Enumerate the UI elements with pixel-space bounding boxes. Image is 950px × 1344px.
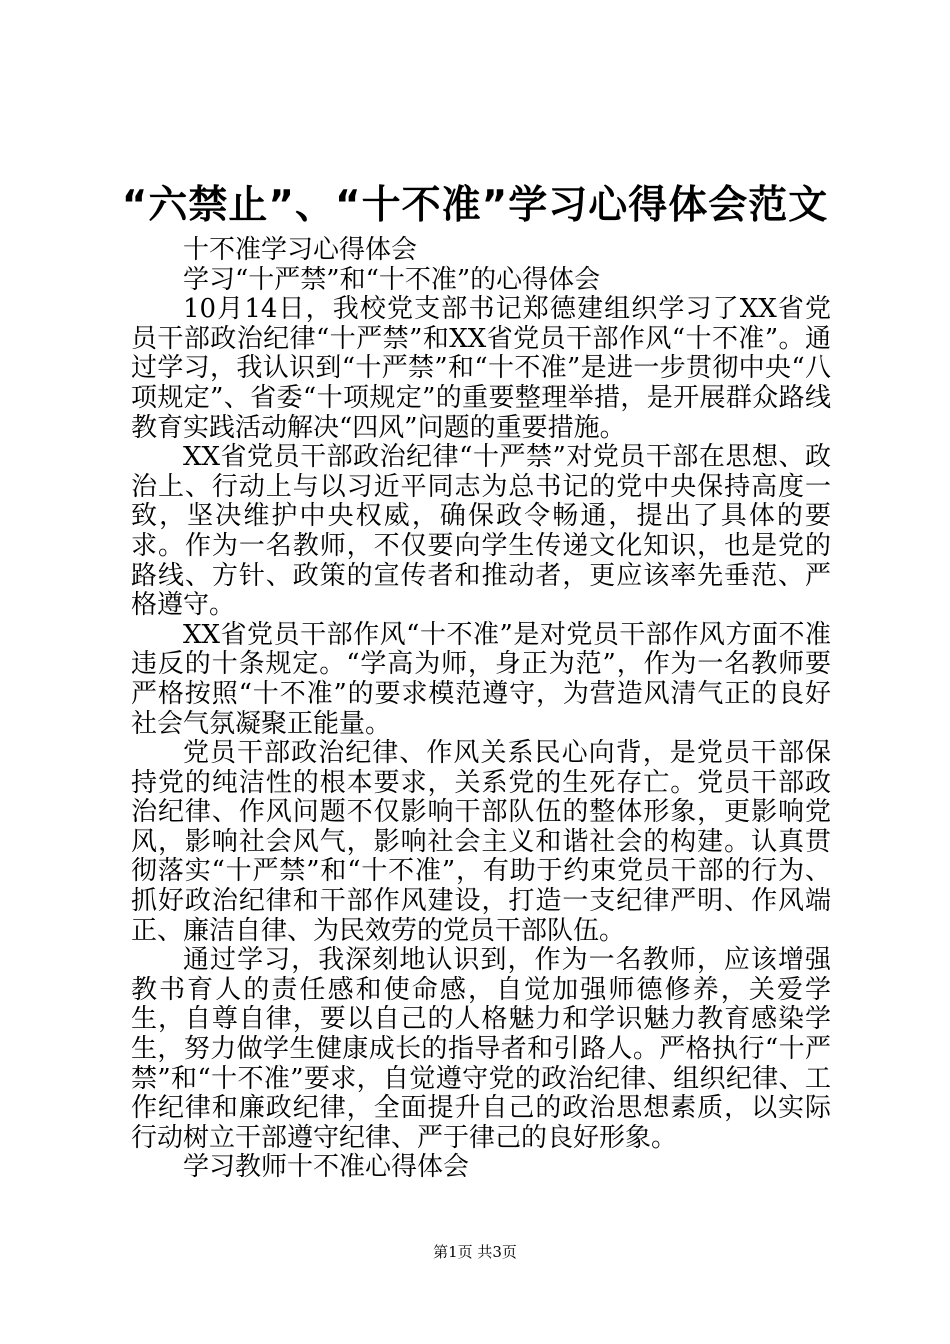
paragraph-subtitle-2: 学习“十严禁”和“十不准”的心得体会: [183, 264, 601, 295]
document-title: “六禁止”、“十不准”学习心得体会范文: [121, 183, 829, 228]
document-body: [131, 236, 831, 1183]
paragraph: 通过学习，我深刻地认识到，作为一名教师，应该增强教书育人的责任感和使命感，自觉加强师德修养，关爱学生，自尊自律，要以自己的人格魅力和学识魅力教育感染学生，努力做学生健康成长的指导者和引路人。严格执行“十严禁”和“十不准”要求，自觉遵守党的政治纪律、组织纪律、工作纪律和廉政纪律，全面提升自己的政治思想素质，以实际行动树立干部遵守纪律、严于律己的良好形象。: [131, 945, 831, 1153]
page-number-footer: 第1页 共3页: [433, 1243, 517, 1261]
paragraph: XX省党员干部作风“十不准”是对党员干部作风方面不准违反的十条规定。“学高为师，身正为范”，作为一名教师要严格按照“十不准”的要求模范遵守，为营造风清气正的良好社会气氛凝聚正能量。: [131, 619, 831, 739]
paragraph-subtitle-3: 学习教师十不准心得体会: [183, 1152, 470, 1183]
paragraph: 10月14日，我校党支部书记郑德建组织学习了XX省党员干部政治纪律“十严禁”和XX省党员干部作风“十不准”。通过学习，我认识到“十严禁”和“十不准”是进一步贯彻中央“八项规定”、省委“十项规定”的重要整理举措，是开展群众路线教育实践活动解决“四风”问题的重要措施。: [131, 294, 831, 443]
paragraph-subtitle-1: 十不准学习心得体会: [183, 235, 418, 265]
paragraph: XX省党员干部政治纪律“十严禁”对党员干部在思想、政治上、行动上与以习近平同志为总书记的党中央保持高度一致，坚决维护中央权威，确保政令畅通，提出了具体的要求。作为一名教师，不仅要向学生传递文化知识，也是党的路线、方针、政策的宣传者和推动者，更应该率先垂范、严格遵守。: [131, 442, 831, 621]
paragraph: 党员干部政治纪律、作风关系民心向背，是党员干部保持党的纯洁性的根本要求，关系党的生死存亡。党员干部政治纪律、作风问题不仅影响干部队伍的整体形象，更影响党风，影响社会风气，影响社会主义和谐社会的构建。认真贯彻落实“十严禁”和“十不准”，有助于约束党员干部的行为、抓好政治纪律和干部作风建设，打造一支纪律严明、作风端正、廉洁自律、为民效劳的党员干部队伍。: [131, 738, 831, 946]
